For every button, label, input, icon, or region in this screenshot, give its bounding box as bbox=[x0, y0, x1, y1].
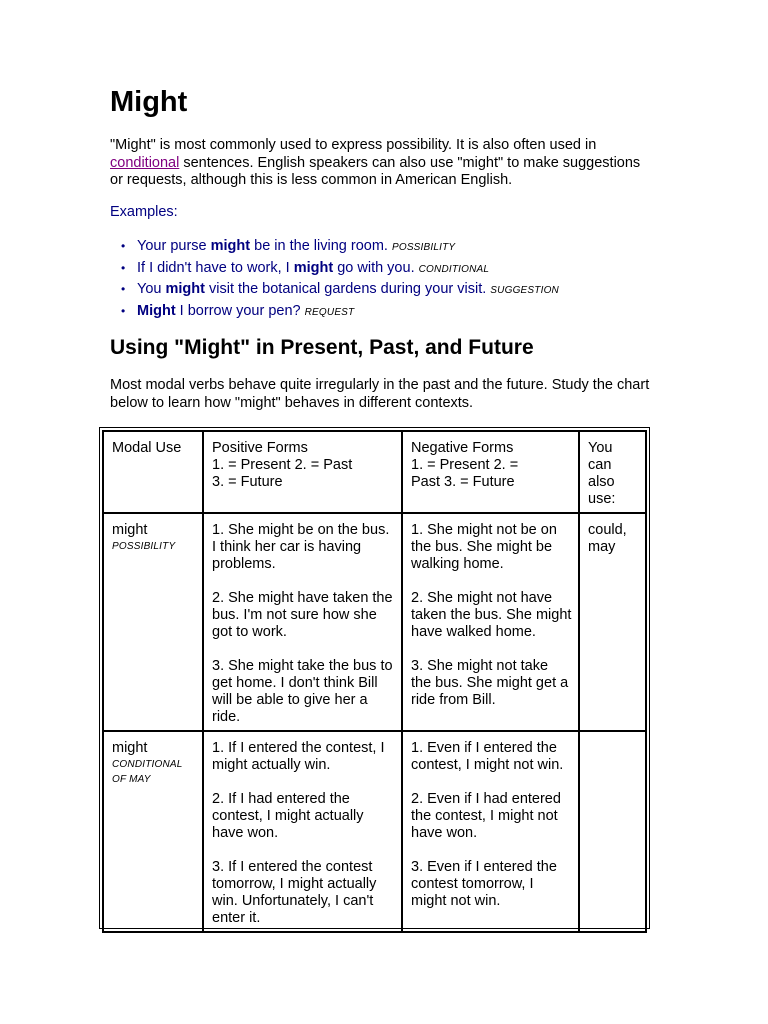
header-modal-use: Modal Use bbox=[102, 430, 204, 514]
examples-list bbox=[137, 236, 677, 322]
also-use-cell bbox=[580, 732, 647, 933]
page-title: Might bbox=[110, 86, 188, 118]
usage-tag: CONDITIONAL OF MAY bbox=[112, 759, 183, 785]
list-item: • If I didn't have to work, I might go with you. CONDITIONAL bbox=[137, 258, 677, 280]
section-lead: Most modal verbs behave quite irregularly in the past and the future. Study the chart below to learn how "might" behaves in different contexts. bbox=[110, 377, 650, 411]
header-also-use: You can also use: bbox=[580, 430, 647, 514]
negative-forms-cell: 1. Even if I entered the contest, I might not win. 2. Even if I had entered the contest, I might not have won. 3. Even if I entered the contest tomorrow, I might not win. bbox=[403, 732, 580, 933]
table-header-row bbox=[102, 430, 647, 514]
negative-forms-cell: 1. She might not be on the bus. She might be walking home. 2. She might not have taken the bus. She might have walked home. 3. She might not take the bus. She might get a ride from Bill. bbox=[403, 514, 580, 732]
modal-cell: might CONDITIONAL OF MAY bbox=[102, 732, 204, 933]
also-use-cell: could, may bbox=[580, 514, 647, 732]
positive-forms-cell: 1. She might be on the bus. I think her car is having problems. 2. She might have taken the bus. I'm not sure how she got to work. 3. She might take the bus to get home. I don't think Bill will be able to give her a ride. bbox=[204, 514, 403, 732]
usage-tag: POSSIBILITY bbox=[112, 541, 176, 552]
list-item: • Your purse might be in the living room. POSSIBILITY bbox=[137, 236, 677, 258]
examples-label: Examples: bbox=[110, 204, 178, 220]
usage-tag: POSSIBILITY bbox=[391, 242, 456, 253]
usage-tag: CONDITIONAL bbox=[418, 263, 490, 275]
intro-paragraph: "Might" is most commonly used to express possibility. It is also often used in conditional sentences. English speakers can also use "might" to make suggestions or requests, although this is less common in American English. bbox=[110, 137, 641, 188]
list-item: • Might I borrow your pen? REQUEST bbox=[137, 301, 677, 323]
usage-tag: SUGGESTION bbox=[490, 285, 559, 296]
positive-forms-cell: 1. If I entered the contest, I might actually win. 2. If I had entered the contest, I might actually have won. 3. If I entered the contest tomorrow, I might actually win. Unfortunately, I can't enter it. bbox=[204, 732, 403, 933]
list-item: • You might visit the botanical gardens during your visit. SUGGESTION bbox=[137, 279, 677, 301]
header-negative-forms: Negative Forms 1. = Present 2. = Past 3. = Future bbox=[403, 430, 580, 514]
modal-cell: might POSSIBILITY bbox=[102, 514, 204, 732]
usage-tag: REQUEST bbox=[304, 306, 355, 318]
table-row bbox=[102, 514, 647, 732]
section-heading: Using "Might" in Present, Past, and Future bbox=[110, 336, 534, 359]
table-row bbox=[102, 732, 647, 933]
modal-chart-table bbox=[99, 427, 650, 929]
header-positive-forms: Positive Forms 1. = Present 2. = Past 3. = Future bbox=[204, 430, 403, 514]
conditional-link[interactable]: conditional bbox=[110, 154, 180, 171]
